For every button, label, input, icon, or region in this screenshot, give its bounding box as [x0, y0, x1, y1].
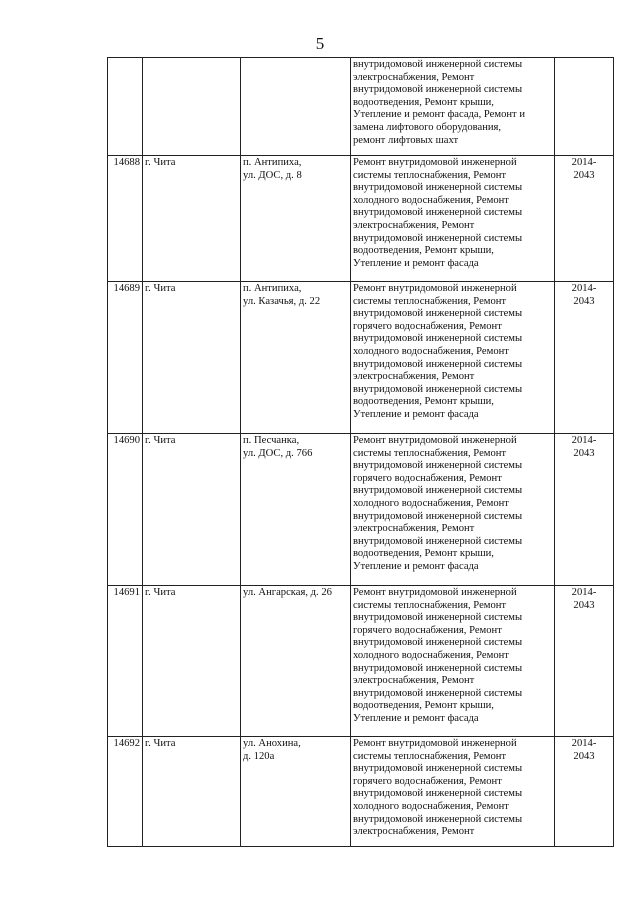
page-number: 5: [315, 34, 325, 53]
address-cell: [241, 282, 351, 434]
works-line: водоотведения, Ремонт крыши,: [353, 700, 494, 712]
works-line: внутридомовой инженерной системы: [353, 460, 523, 472]
works-line: внутридомовой инженерной системы: [353, 84, 523, 96]
works-line: системы теплоснабжения, Ремонт: [353, 169, 507, 181]
works-line: внутридомовой инженерной системы: [353, 232, 523, 244]
address-line: ул. ДОС, д. 8: [243, 169, 302, 181]
record-id-cell: 14692: [108, 737, 143, 847]
works-cell: [351, 282, 555, 434]
city-cell: г. Чита: [143, 586, 241, 737]
table-body: [108, 58, 614, 847]
address-line: п. Антипиха,: [243, 283, 302, 294]
works-line: внутридомовой инженерной системы: [353, 788, 523, 800]
works-line: Ремонт внутридомовой инженерной: [353, 435, 517, 446]
works-line: замена лифтового оборудования,: [353, 121, 502, 133]
period-cell: [555, 434, 614, 586]
works-line: системы теплоснабжения, Ремонт: [353, 447, 507, 459]
works-line: внутридомовой инженерной системы: [353, 485, 523, 497]
works-line: водоотведения, Ремонт крыши,: [353, 396, 494, 408]
period-cell: [555, 737, 614, 847]
period-line: 2043: [573, 599, 595, 611]
city-cell: г. Чита: [143, 156, 241, 282]
address-cell: [241, 737, 351, 847]
address-cell: [241, 58, 351, 156]
works-line: водоотведения, Ремонт крыши,: [353, 96, 494, 108]
table-row: [108, 434, 614, 586]
period-line: 2014-: [571, 283, 597, 294]
works-line: Ремонт внутридомовой инженерной: [353, 587, 517, 598]
works-line: электроснабжения, Ремонт: [353, 71, 475, 83]
address-cell: [241, 586, 351, 737]
works-line: электроснабжения, Ремонт: [353, 675, 475, 687]
works-line: водоотведения, Ремонт крыши,: [353, 245, 494, 257]
works-line: Ремонт внутридомовой инженерной: [353, 738, 517, 749]
works-line: Утепление и ремонт фасада: [353, 408, 479, 420]
city-cell: г. Чита: [143, 434, 241, 586]
address-line: ул. Анохина,: [243, 738, 301, 749]
works-line: Утепление и ремонт фасада: [353, 560, 479, 572]
works-line: электроснабжения, Ремонт: [353, 371, 475, 383]
address-cell: [241, 434, 351, 586]
works-line: внутридомовой инженерной системы: [353, 637, 523, 649]
works-line: горячего водоснабжения, Ремонт: [353, 624, 502, 636]
works-line: холодного водоснабжения, Ремонт: [353, 497, 509, 509]
works-line: электроснабжения, Ремонт: [353, 826, 475, 838]
period-line: 2014-: [571, 738, 597, 749]
works-line: холодного водоснабжения, Ремонт: [353, 800, 509, 812]
works-line: Утепление и ремонт фасада, Ремонт и: [353, 109, 526, 121]
address-cell: [241, 156, 351, 282]
table-row: [108, 282, 614, 434]
works-line: внутридомовой инженерной системы: [353, 662, 523, 674]
works-line: внутридомовой инженерной системы: [353, 612, 523, 624]
works-line: водоотведения, Ремонт крыши,: [353, 548, 494, 560]
record-id-cell: 14690: [108, 434, 143, 586]
repair-program-table: [107, 57, 614, 847]
works-line: горячего водоснабжения, Ремонт: [353, 775, 502, 787]
works-line: внутридомовой инженерной системы: [353, 182, 523, 194]
works-line: холодного водоснабжения, Ремонт: [353, 649, 509, 661]
period-line: 2043: [573, 295, 595, 307]
works-line: электроснабжения, Ремонт: [353, 219, 475, 231]
address-line: п. Песчанка,: [243, 435, 300, 446]
period-line: 2014-: [571, 435, 597, 446]
works-line: внутридомовой инженерной системы: [353, 763, 523, 775]
period-line: 2043: [573, 447, 595, 459]
works-line: электроснабжения, Ремонт: [353, 523, 475, 535]
table-row: [108, 58, 614, 156]
period-line: 2043: [573, 750, 595, 762]
works-line: Ремонт внутридомовой инженерной: [353, 157, 517, 168]
city-cell: г. Чита: [143, 737, 241, 847]
works-line: системы теплоснабжения, Ремонт: [353, 295, 507, 307]
works-line: ремонт лифтовых шахт: [353, 134, 459, 146]
record-id-cell: 14691: [108, 586, 143, 737]
record-id-cell: 14689: [108, 282, 143, 434]
works-line: Утепление и ремонт фасада: [353, 257, 479, 269]
table-row: [108, 737, 614, 847]
works-line: системы теплоснабжения, Ремонт: [353, 750, 507, 762]
city-cell: [143, 58, 241, 156]
works-line: внутридомовой инженерной системы: [353, 358, 523, 370]
works-line: внутридомовой инженерной системы: [353, 535, 523, 547]
record-id-cell: 14688: [108, 156, 143, 282]
works-line: горячего водоснабжения, Ремонт: [353, 320, 502, 332]
period-cell: [555, 156, 614, 282]
works-cell: [351, 58, 555, 156]
city-cell: г. Чита: [143, 282, 241, 434]
works-line: внутридомовой инженерной системы: [353, 207, 523, 219]
works-cell: [351, 434, 555, 586]
works-line: внутридомовой инженерной системы: [353, 308, 523, 320]
period-line: 2014-: [571, 157, 597, 168]
works-line: внутридомовой инженерной системы: [353, 59, 523, 70]
address-line: ул. ДОС, д. 766: [243, 447, 313, 459]
address-line: д. 120а: [243, 750, 275, 762]
works-line: внутридомовой инженерной системы: [353, 383, 523, 395]
works-cell: [351, 737, 555, 847]
works-cell: [351, 156, 555, 282]
record-id-cell: [108, 58, 143, 156]
works-cell: [351, 586, 555, 737]
works-line: внутридомовой инженерной системы: [353, 333, 523, 345]
period-cell: [555, 586, 614, 737]
works-line: Ремонт внутридомовой инженерной: [353, 283, 517, 294]
address-line: п. Антипиха,: [243, 157, 302, 168]
works-line: внутридомовой инженерной системы: [353, 687, 523, 699]
works-line: холодного водоснабжения, Ремонт: [353, 194, 509, 206]
period-cell: [555, 282, 614, 434]
works-line: системы теплоснабжения, Ремонт: [353, 599, 507, 611]
table-row: [108, 156, 614, 282]
address-line: ул. Ангарская, д. 26: [243, 587, 332, 598]
period-line: 2043: [573, 169, 595, 181]
address-line: ул. Казачья, д. 22: [243, 295, 321, 307]
works-line: Утепление и ремонт фасада: [353, 712, 479, 724]
works-line: холодного водоснабжения, Ремонт: [353, 345, 509, 357]
table-row: [108, 586, 614, 737]
works-line: горячего водоснабжения, Ремонт: [353, 472, 502, 484]
period-cell: [555, 58, 614, 156]
works-line: внутридомовой инженерной системы: [353, 510, 523, 522]
works-line: внутридомовой инженерной системы: [353, 813, 523, 825]
period-line: 2014-: [571, 587, 597, 598]
